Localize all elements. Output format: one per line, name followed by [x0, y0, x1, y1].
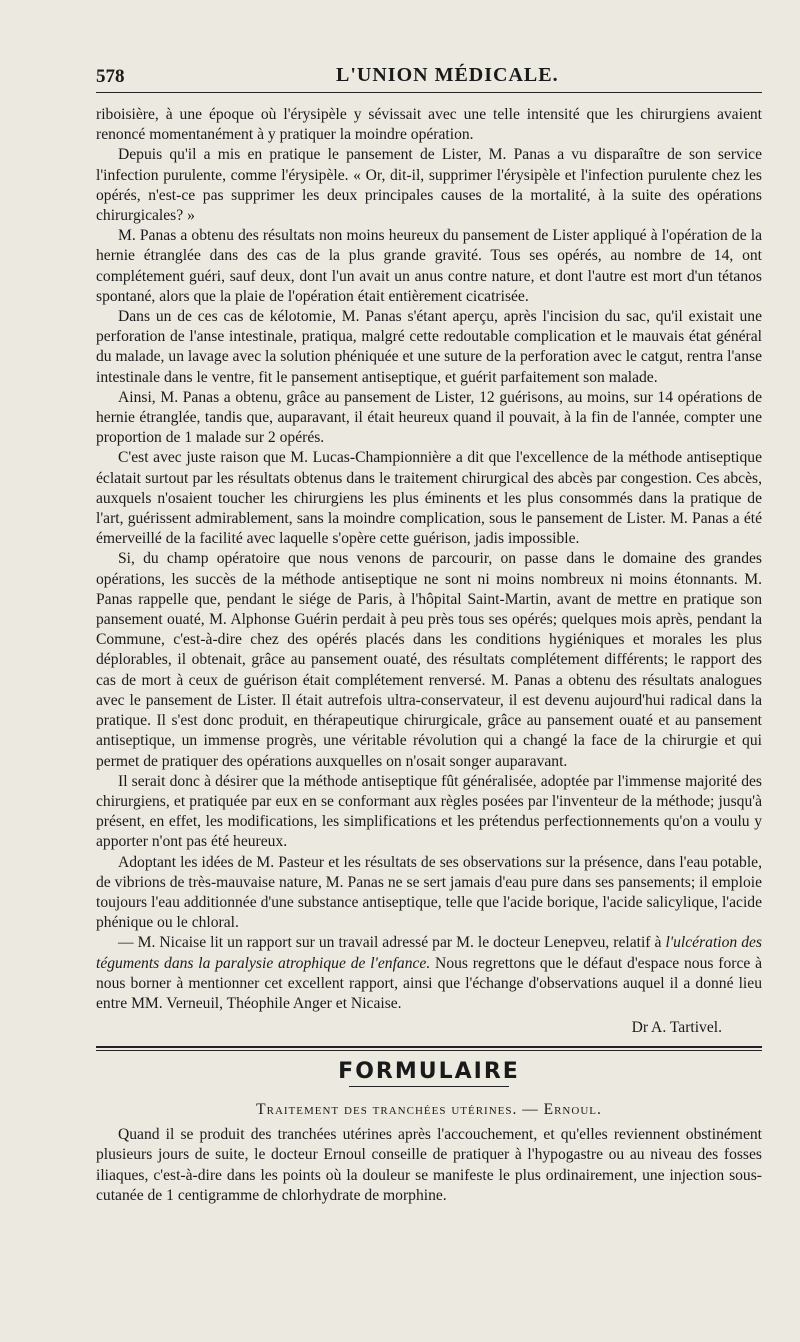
section-divider [96, 1046, 762, 1051]
recipe-title: Traitement des tranchées utérines. — Ernoul. [256, 1101, 602, 1119]
paragraph: M. Panas a obtenu des résultats non moins heureux du pansement de Lister appliqué à l'opération de la hernie étranglée dans des cas de la plus grande gravité. Tous ses opérés, au nombre de 14, ont complétement guéri, sauf deux, dont l'un avait un anus contre nature, et dont l'autre est mort d'un tétanos spontané, alors que la plaie de l'opération était entièrement cicatrisée. [96, 227, 762, 305]
running-title: L'UNION MÉDICALE. [336, 64, 559, 86]
nicaise-paragraph [96, 933, 762, 1014]
nicaise-italic-title: l'ulcération des téguments dans la paralysie atrophique de l'enfance. [96, 934, 762, 972]
article-body [96, 105, 762, 1014]
paragraph: Adoptant les idées de M. Pasteur et les résultats de ses observations sur la présence, dans l'eau potable, de vibrions de très-mauvaise nature, M. Panas ne se sert jamais d'eau pure dans ses pansements; il emploie toujours l'eau additionnée d'une substance antiseptique, telle que l'acide borique, l'acide salicylique, l'acide phénique ou le chloral. [96, 853, 762, 932]
paragraph: Dans un de ces cas de kélotomie, M. Panas s'étant aperçu, après l'incision du sac, qu'il existait une perforation de l'anse intestinale, pratiqua, malgré cette redoutable complication et le mauvais état général du malade, un lavage avec la solution phéniquée et une suture de la perforation avec le catgut, rentra l'anse intestinale dans le ventre, fit le pansement antiseptique, et guérit parfaitement son malade. [96, 308, 762, 386]
title-underline [349, 1086, 509, 1087]
nicaise-text-after: Nous regrettons que le défaut d'espace nous force à nous borner à mentionner cet excellent rapport, ainsi que l'échange d'observations auquel il a donné lieu entre MM. Verneuil, Théophile Anger et Nicaise. [96, 954, 763, 1012]
section-title: FORMULAIRE [338, 1059, 520, 1085]
page-header [96, 62, 762, 93]
page-number: 578 [96, 66, 125, 87]
paragraph: C'est avec juste raison que M. Lucas-Championnière a dit que l'excellence de la méthode antiseptique éclatait surtout par les résultats obtenus dans le traitement chirurgical des abcès par congestion. Ces abcès, auxquels n'osaient toucher les chirurgiens les plus éminents et les plus consommés dans la pratique de l'art, guérissent admirablement, sans la moindre complication, sous le pansement de Lister. M. Panas a été émerveillé de la facilité avec laquelle s'opère cette guérison, jadis impossible. [96, 449, 762, 548]
formulaire-body [96, 1125, 762, 1206]
nicaise-text-before: — M. Nicaise lit un rapport sur un travail adressé par M. le docteur Lenepveu, relatif à [118, 934, 666, 952]
paragraph: Depuis qu'il a mis en pratique le pansement de Lister, M. Panas a vu disparaître de son service l'infection purulente, comme l'érysipèle. « Or, dit-il, supprimer l'érysipèle et l'infection purulente chez les opérés, n'est-ce pas supprimer les deux principales causes de la mortalité, à la suite des opérations chirurgicales? » [96, 146, 762, 225]
author-signature: Dr A. Tartivel. [631, 1019, 722, 1037]
paragraph: riboisière, à une époque où l'érysipèle y sévissait avec une telle intensité que les chirurgiens avaient renoncé momentanément à y pratiquer la moindre opération. [96, 106, 762, 144]
paragraph: Il serait donc à désirer que la méthode antiseptique fût généralisée, adoptée par l'immense majorité des chirurgiens, et pratiquée par eux en se conformant aux règles posées par l'inventeur de la méthode; jusqu'à présent, en effet, les modifications, les simplifications et les prétendus perfectionnements qu'on a voulu y apporter n'ont pas été heureux. [96, 772, 762, 851]
paragraph: Quand il se produit des tranchées utérines après l'accouchement, et qu'elles reviennent obstinément plusieurs jours de suite, le docteur Ernoul conseille de pratiquer à l'hypogastre ou au niveau des fosses iliaques, c'est-à-dire dans les points où la douleur se manifeste le plus ordinairement, une injection sous-cutanée de 1 centigramme de chlorhydrate de morphine. [96, 1126, 762, 1204]
paragraph: Ainsi, M. Panas a obtenu, grâce au pansement de Lister, 12 guérisons, au moins, sur 14 opérations de hernie étranglée, tandis que, auparavant, il était heureux quand il pouvait, à la fin de l'année, compter une proportion de 1 malade sur 2 opérés. [96, 388, 762, 447]
paragraph: Si, du champ opératoire que nous venons de parcourir, on passe dans le domaine des grandes opérations, les succès de la méthode antiseptique ne sont ni moins nombreux ni moins étonnants. M. Panas rappelle que, pendant le siége de Paris, à l'hôpital Saint-Martin, avant de mettre en pratique son pansement ouaté, M. Alphonse Guérin perdait à peu près tous ses opérés; quelques mois après, pendant la Commune, c'est-à-dire chez des opérés placés dans les conditions hygiéniques et morales les plus déplorables, il obtenait, grâce au pansement ouaté, des résultats complétement différents; le rapport des cas de mort à ceux de guérison était complétement renversé. M. Panas a obtenu des résultats analogues avec le pansement de Lister. Il était autrefois ultra-conservateur, il est devenu aujourd'hui radical dans la pratique. Il s'est donc produit, en thérapeutique chirurgicale, grâce au pansement ouaté et au pansement antiseptique, un immense progrès, une véritable révolution qui a changé la face de la chirurgie et qui permet de pratiquer des opérations auxquelles on n'osait songer auparavant. [96, 550, 762, 770]
